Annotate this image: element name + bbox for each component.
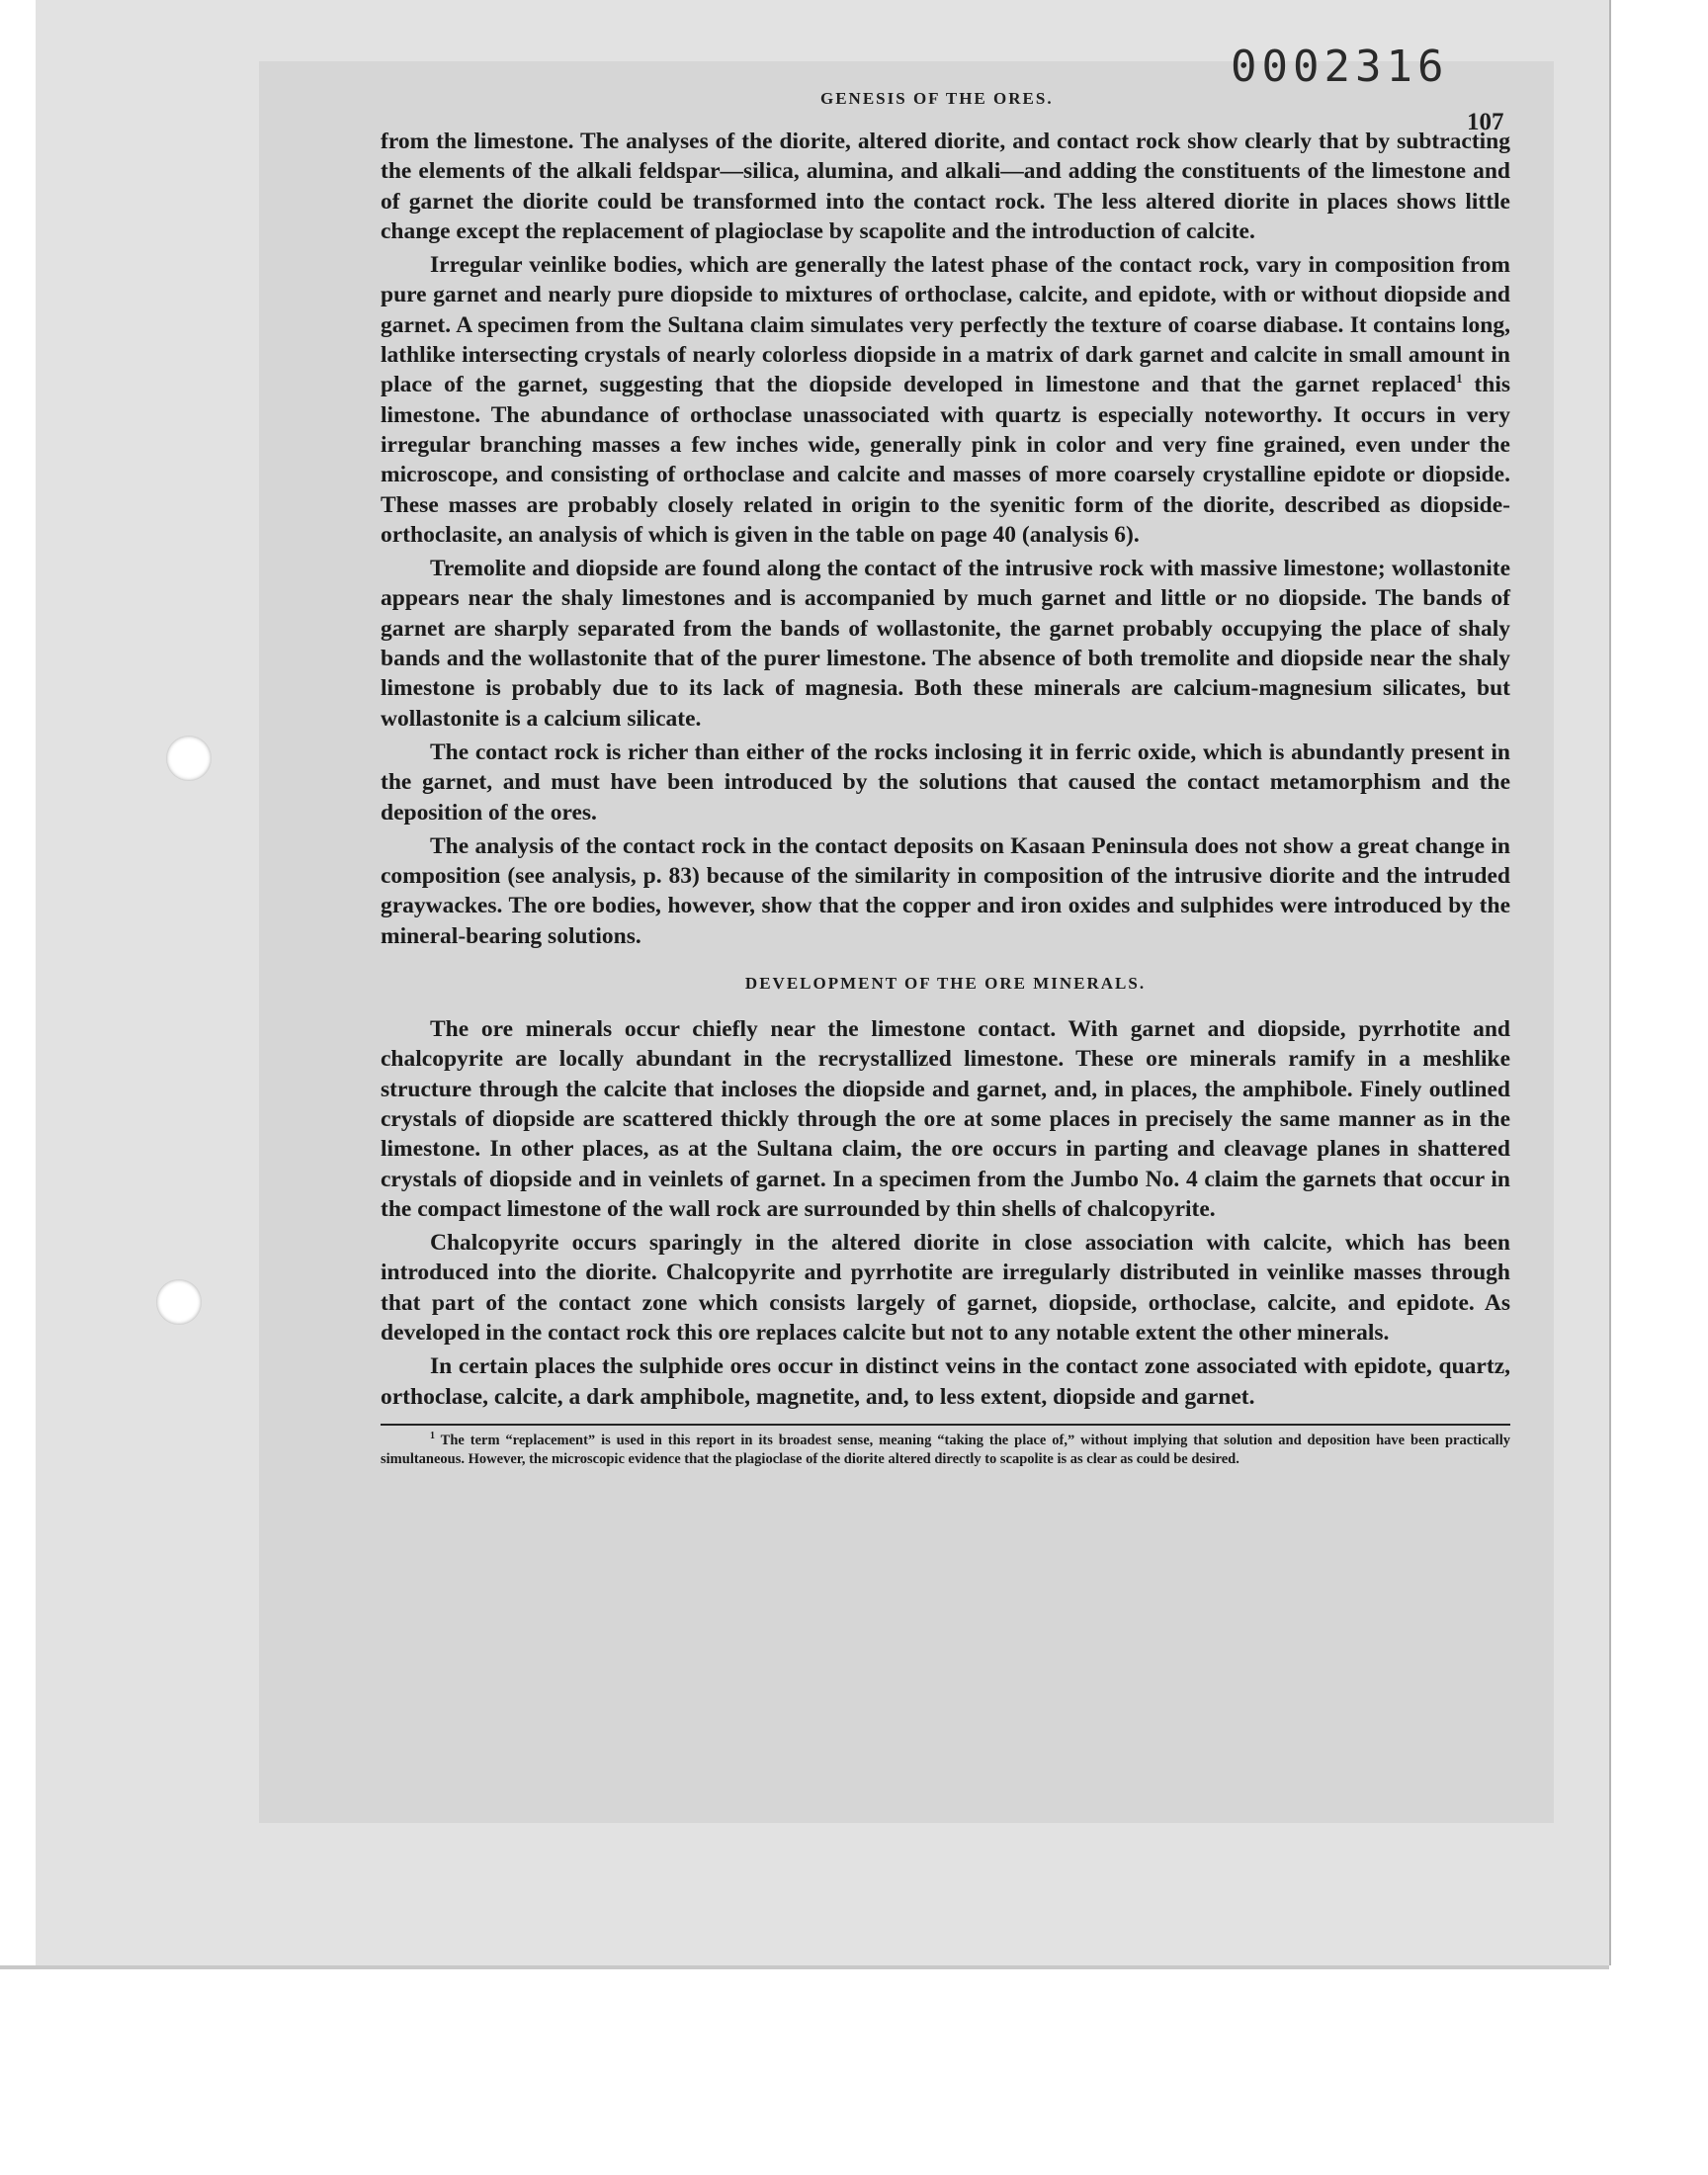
page-number: 107 [1467,109,1504,135]
paragraph-3: Tremolite and diopside are found along the contact of the intrusive rock with massive limestone; wollastonite appears near the shaly limestones and is accompanied by much garnet and little or no diopside. The bands of garnet are sharply separated from the bands of wollastonite, the garnet probably occupying the place of shaly bands and the wollastonite that of the purer limestone. The absence of both tremolite and diopside near the shaly limestone is probably due to its lack of magnesia. Both these minerals are calcium-magnesium silicates, but wollastonite is a calcium silicate. [381,556,1510,732]
footnote-rule [381,1424,1510,1426]
punch-hole-top [166,736,212,781]
running-head: GENESIS OF THE ORES. [820,89,1054,108]
sheet-bottom-edge [0,1965,1609,1969]
paragraph-2 [381,250,1510,550]
footnote-marker: 1 [1456,371,1463,387]
paragraph-2-text: Irregular veinlike bodies, which are generally the latest phase of the contact rock, vary in composition from pure garnet and nearly pure diopside to mixtures of orthoclase, calcite, and epidote, with or without diopside and garnet. A specimen from the Sultana claim simulates very perfectly the texture of coarse diabase. It contains long, lathlike intersecting crystals of nearly colorless diopside in a matrix of dark garnet and calcite in small amount in place of the garnet, suggesting that the diopside developed in limestone and that the garnet replaced [381,252,1510,398]
section-paragraph-1: The ore minerals occur chiefly near the limestone contact. With garnet and diopside, pyrrhotite and chalcopyrite are locally abundant in the recrystallized limestone. These ore minerals ramify in a meshlike structure through the calcite that incloses the diopside and garnet, and, in places, the amphibole. Finely outlined crystals of diopside are scattered thickly through the ore at some places in precisely the same manner as in the limestone. In other places, as at the Sultana claim, the ore occurs in parting and cleavage planes in shattered crystals of diopside and in veinlets of garnet. In a specimen from the Jumbo No. 4 claim the garnets that occur in the compact limestone of the wall rock are surrounded by thin shells of chalcopyrite. [381,1016,1510,1222]
paragraph-4: The contact rock is richer than either of the rocks inclosing it in ferric oxide, which is abundantly present in the garnet, and must have been introduced by the solutions that caused the contact metamorphism and the deposition of the ores. [381,739,1510,826]
footnote-number: 1 [430,1431,435,1442]
footnote-text: The term “replacement” is used in this report in its broadest sense, meaning “taking the place of,” without implying that solution and deposition have been practically simultaneous. However, the microscopic evidence that the plagioclase of the diorite altered directly to scapolite is as clear as could be desired. [381,1432,1510,1467]
paragraph-2-continuation: this limestone. The abundance of orthoclase unassociated with quartz is especially noteworthy. It occurs in very irregular branching masses a few inches wide, generally pink in color and very fine grained, even under the microscope, and consisting of orthoclase and calcite and masses of more coarsely crystalline epidote or diopside. These masses are probably closely related in origin to the syenitic form of the diorite, described as diopside-orthoclasite, an analysis of which is given in the table on page 40 (analysis 6). [381,372,1510,548]
body-text [381,127,1510,1473]
paragraph-5: The analysis of the contact rock in the contact deposits on Kasaan Peninsula does not show a great change in composition (see analysis, p. 83) because of the similarity in composition of the intrusive diorite and the intruded graywackes. The ore bodies, however, show that the copper and iron oxides and sulphides were introduced by the mineral-bearing solutions. [381,832,1510,949]
section-heading: DEVELOPMENT OF THE ORE MINERALS. [744,974,1147,994]
footnote [381,1432,1510,1469]
section-paragraph-3: In certain places the sulphide ores occur in distinct veins in the contact zone associated with epidote, quartz, orthoclase, calcite, a dark amphibole, magnetite, and, to less extent, diopside and garnet. [381,1353,1510,1410]
punch-hole-bottom [156,1279,202,1325]
paragraph-1: from the limestone. The analyses of the diorite, altered diorite, and contact rock show clearly that by subtracting the elements of the alkali feldspar—silica, alumina, and alkali—and adding the constituents of the limestone and of garnet the diorite could be transformed into the contact rock. The less altered diorite in places shows little change except the replacement of plagioclase by scapolite and the introduction of calcite. [381,129,1510,244]
document-stamp-number: 0002316 [1231,42,1449,92]
section-paragraph-2: Chalcopyrite occurs sparingly in the altered diorite in close association with calcite, which has been introduced into the diorite. Chalcopyrite and pyrrhotite are irregularly distributed in veinlike masses through that part of the contact zone which consists largely of garnet, diopside, orthoclase, calcite, and epidote. As developed in the contact rock this ore replaces calcite but not to any notable extent the other minerals. [381,1230,1510,1346]
